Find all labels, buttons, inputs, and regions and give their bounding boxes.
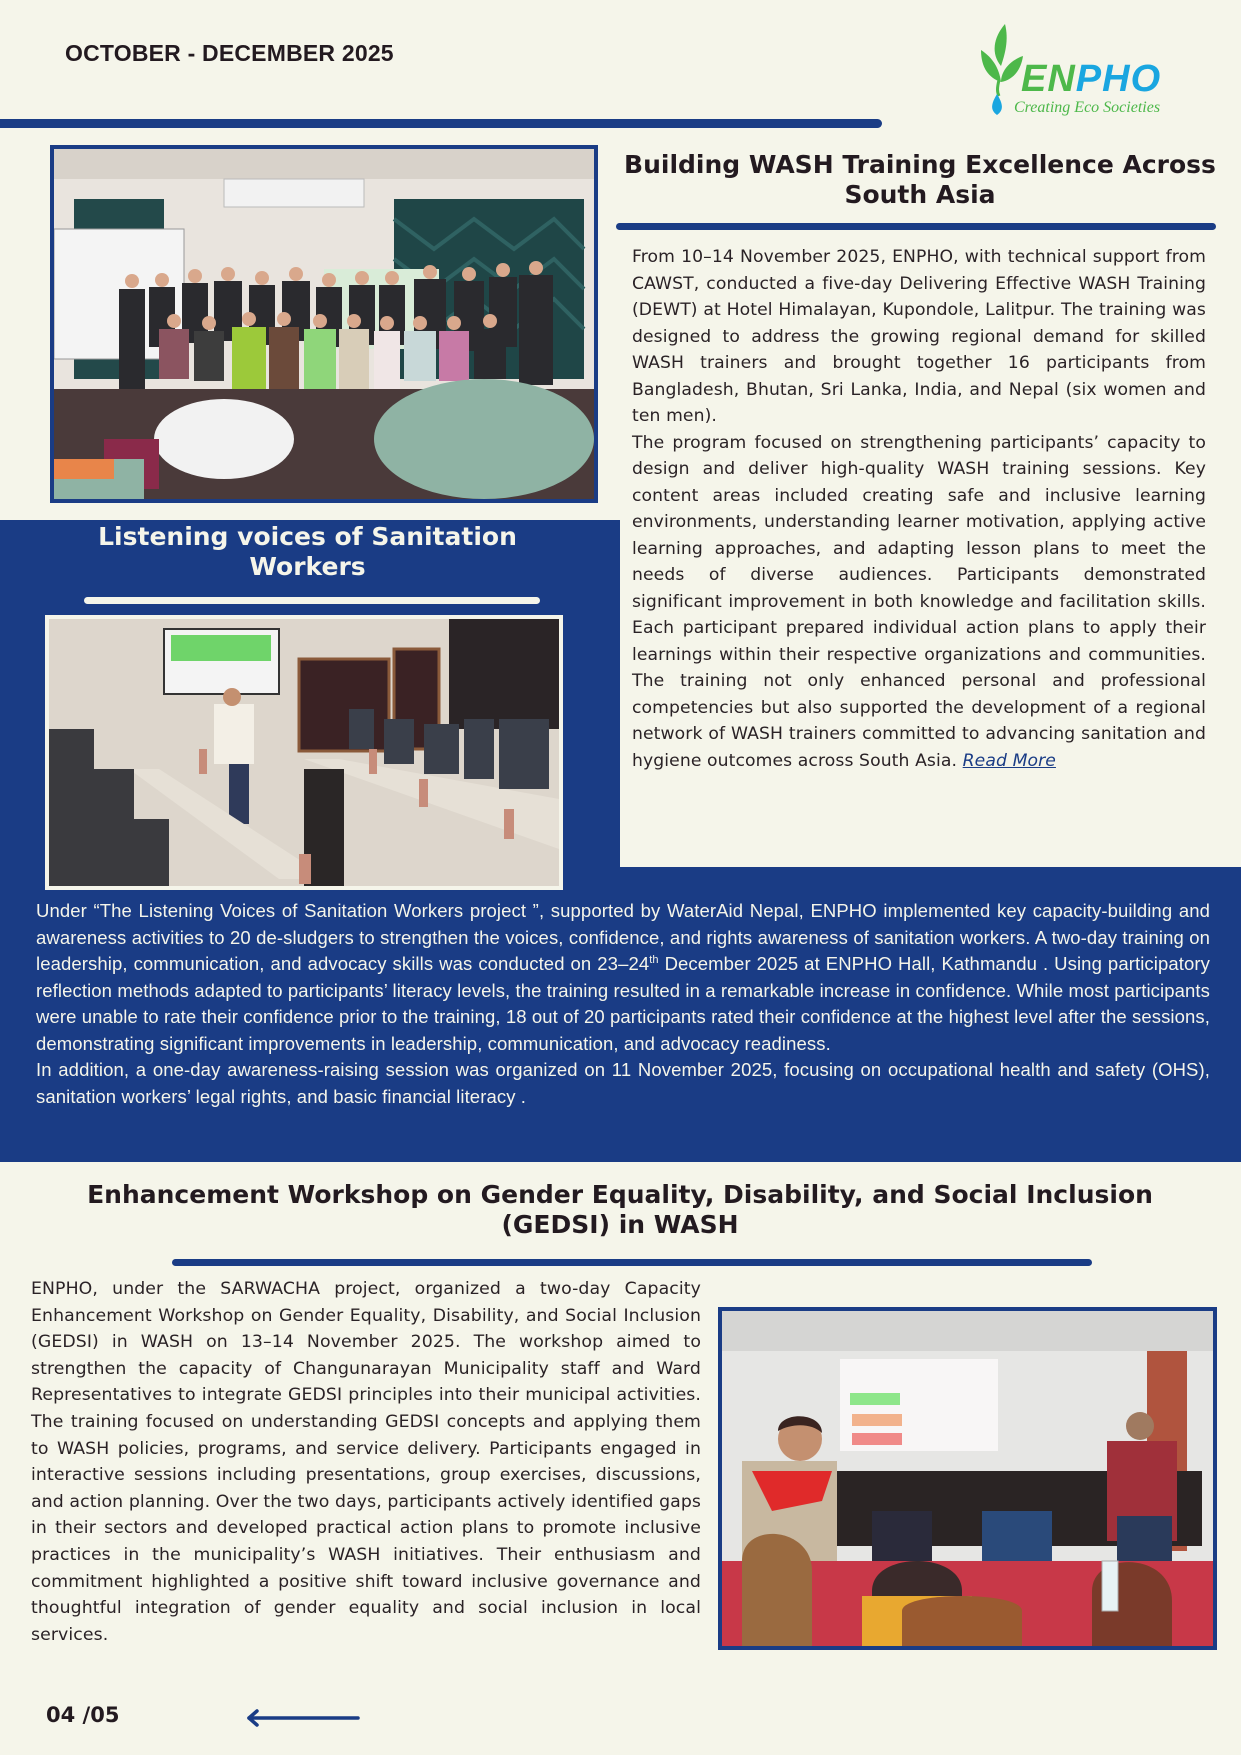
sanitation-training-photo (45, 615, 563, 890)
dewt-group-photo (50, 145, 598, 503)
logo-wordmark: ENPHO (1021, 58, 1162, 100)
page-number: 04 /05 (46, 1703, 120, 1727)
sanitation-paragraph-2: In addition, a one-day awareness-raising session was organized on 11 November 2025, focusing on occupational health and safety (OHS), sanitation workers’ legal rights, and basic financial literacy . (36, 1059, 1210, 1107)
newsletter-period: OCTOBER - DECEMBER 2025 (65, 40, 394, 66)
title-underline (172, 1259, 1092, 1266)
dewt-paragraph-1: From 10–14 November 2025, ENPHO, with technical support from CAWST, conducted a five-day Delivering Effective WASH Training (DEWT) at Hotel Himalayan, Kupondole, Lalitpur. The training was designed to address the growing regional demand for skilled WASH trainers and brought together 16 participants from Bangladesh, Bhutan, Sri Lanka, India, and Nepal (six women and ten men). (632, 247, 1206, 426)
header-divider (0, 119, 882, 128)
article-title-sanitation-workers: Listening voices of Sanitation Workers (98, 522, 517, 581)
article-title-dewt: Building WASH Training Excellence Across South Asia (624, 150, 1216, 209)
article-body-dewt (632, 244, 1206, 774)
article-body-gedsi (31, 1276, 701, 1648)
arrow-left-icon[interactable] (245, 1708, 360, 1728)
dewt-paragraph-2: The program focused on strengthening participants’ capacity to design and deliver high-quality WASH training sessions. Key content areas included creating safe and inclusive learning environments, understanding learner motivation, applying active learning approaches, and adapting lesson plans to meet the needs of diverse audiences. Participants demonstrated significant improvement in both knowledge and facilitation skills. Each participant prepared individual action plans to apply their learnings within their respective organizations and communities. The training not only enhanced personal and professional competencies but also supported the development of a regional network of WASH trainers committed to advancing sanitation and hygiene outcomes across South Asia. Read More (632, 432, 1206, 771)
gedsi-paragraph: ENPHO, under the SARWACHA project, organized a two-day Capacity Enhancement Workshop on Gender Equality, Disability, and Social Inclusion (GEDSI) in WASH on 13–14 November 2025. The workshop aimed to strengthen the capacity of Changunarayan Municipality staff and Ward Representatives to integrate GEDSI principles into their municipal activities. The training focused on understanding GEDSI concepts and applying them to WASH policies, programs, and service delivery. Participants engaged in interactive sessions including presentations, group exercises, discussions, and action planning. Over the two days, participants actively identified gaps in their sectors and developed practical action plans to promote inclusive practices in the municipality’s WASH initiatives. Their enthusiasm and commitment highlighted a positive shift toward inclusive governance and thoughtful integration of gender equality and social inclusion in local services. (31, 1279, 701, 1645)
logo-tagline: Creating Eco Societies (1014, 99, 1161, 116)
article-title-gedsi: Enhancement Workshop on Gender Equality, Disability, and Social Inclusion (GEDSI) in WASH (87, 1180, 1153, 1239)
sanitation-paragraph-1: Under “The Listening Voices of Sanitation Workers project ”, supported by WaterAid Nepal, ENPHO implemented key capacity-building and awareness activities to 20 de-sludgers to strengthen the voices, confidence, and rights awareness of sanitation workers. A two-day training on leadership, communication, and advocacy skills was conducted on 23–24th December 2025 at ENPHO Hall, Kathmandu . Using participatory reflection methods adapted to participants’ literacy levels, the training resulted in a remarkable increase in confidence. While most participants were unable to rate their confidence prior to the training, 18 out of 20 participants rated their confidence at the highest level after the sessions, demonstrating significant improvements in leadership, communication, and advocacy readiness. (36, 900, 1210, 1054)
title-underline (616, 223, 1216, 230)
enpho-logo (975, 20, 1195, 125)
gedsi-workshop-photo (718, 1307, 1217, 1650)
title-underline (84, 597, 540, 604)
read-more-link[interactable]: Read More (962, 750, 1056, 771)
article-body-sanitation-workers (36, 898, 1210, 1110)
